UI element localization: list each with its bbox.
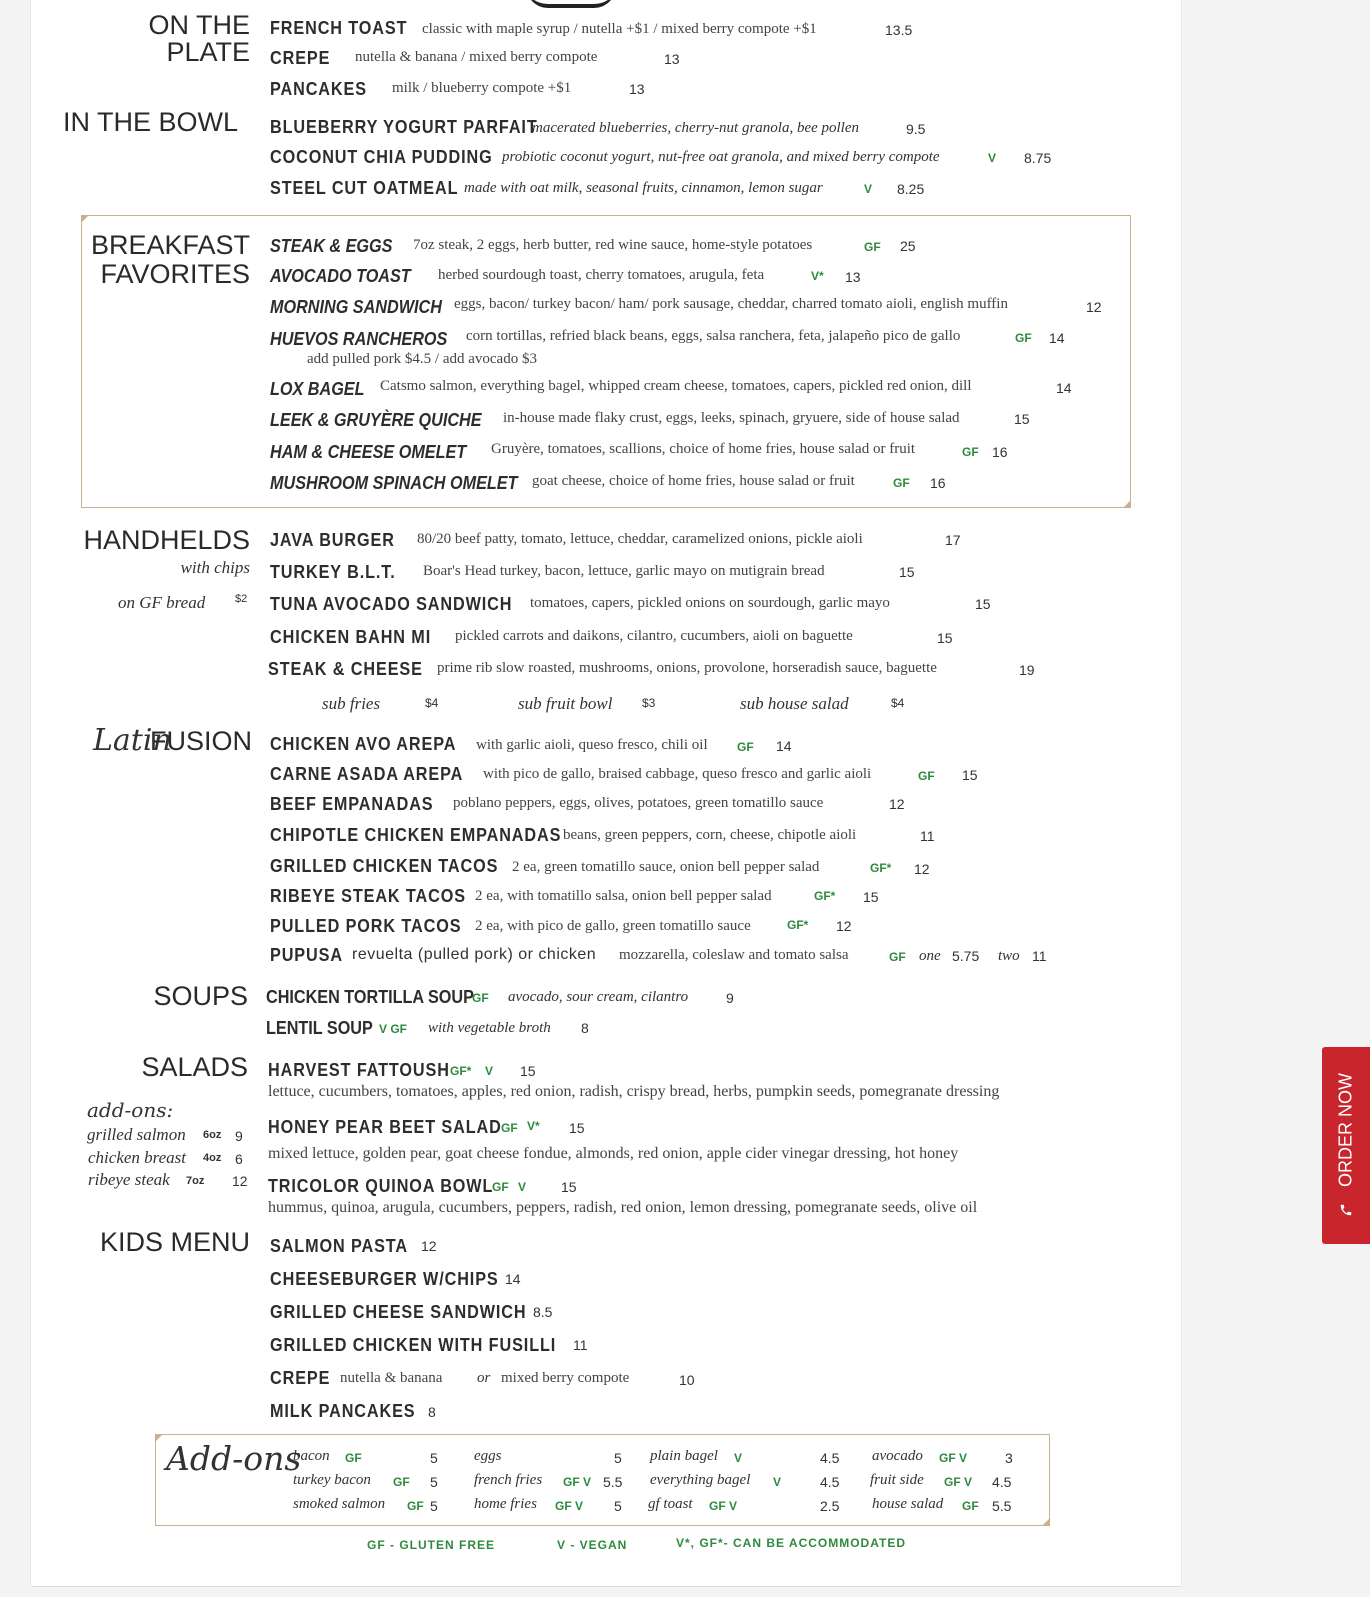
pupusa-two-price: 11 (1032, 948, 1047, 964)
section-soups: SOUPS (153, 981, 248, 1011)
addon-label: avocado (872, 1448, 923, 1464)
menu-item: CHEESEBURGER W/CHIPS (270, 1269, 499, 1289)
gf-tag: GF (492, 1180, 509, 1194)
item-desc: with vegetable broth (428, 1020, 551, 1036)
menu-item: BEEF EMPANADAS (270, 794, 434, 814)
addon-label: home fries (474, 1496, 537, 1512)
gf-tag: GF (893, 476, 910, 490)
salad-addon-label: grilled salmon (87, 1125, 186, 1144)
pupusa-variant: revuelta (pulled pork) or chicken (352, 946, 597, 963)
addon-tag: GF V (709, 1499, 738, 1513)
item-price: 14 (776, 738, 792, 754)
section-kids-menu: KIDS MENU (99, 1227, 250, 1257)
sub-option-price: $4 (425, 696, 439, 710)
item-price: 13 (845, 269, 861, 285)
item-price: 8.75 (1024, 150, 1052, 166)
item-price: 15 (561, 1179, 577, 1195)
gf-tag: GF* (450, 1064, 472, 1078)
gf-tag: GF (737, 740, 754, 754)
item-desc: made with oat milk, seasonal fruits, cinnamon, lemon sugar (464, 180, 823, 196)
item-desc: 80/20 beef patty, tomato, lettuce, cheddar, caramelized onions, pickle aioli (417, 531, 863, 547)
menu-item: MUSHROOM SPINACH OMELET (270, 473, 518, 493)
menu-item: JAVA BURGER (270, 530, 395, 550)
addon-tag: GF V (939, 1451, 968, 1465)
menu-item: HARVEST FATTOUSH (268, 1060, 450, 1080)
salad-addon-price: 9 (235, 1128, 243, 1144)
item-price: 19 (1019, 662, 1035, 678)
item-price: 14 (1056, 380, 1072, 396)
addon-tag: GF (962, 1499, 979, 1513)
item-desc: Catsmo salmon, everything bagel, whipped cream cheese, tomatoes, capers, pickled red onion, dill (380, 378, 972, 394)
addon-price: 4.5 (820, 1474, 840, 1490)
item-desc: herbed sourdough toast, cherry tomatoes, arugula, feta (438, 267, 765, 283)
item-price: 13 (629, 81, 645, 97)
addon-price: 5.5 (992, 1498, 1012, 1514)
gf-tag: GF (889, 950, 906, 964)
addon-label: turkey bacon (293, 1472, 371, 1488)
breakfast-favorites-box (81, 215, 1131, 508)
addon-price: 4.5 (992, 1474, 1012, 1490)
gf-tag: GF (1015, 331, 1032, 345)
item-price: 15 (1014, 411, 1030, 427)
vegan-tag: V (988, 151, 997, 165)
legend-vegan: V - VEGAN (557, 1538, 628, 1552)
item-price: 13 (664, 51, 680, 67)
item-price: 12 (836, 918, 852, 934)
item-price: 11 (920, 828, 935, 844)
menu-item: STEAK & EGGS (270, 236, 393, 256)
item-desc: nutella & banana / mixed berry compote (355, 49, 598, 65)
item-desc: tomatoes, capers, pickled onions on sourdough, garlic mayo (530, 595, 890, 611)
addon-label: everything bagel (650, 1472, 751, 1488)
item-desc: 2 ea, green tomatillo sauce, onion bell pepper salad (512, 859, 820, 875)
menu-item: CHIPOTLE CHICKEN EMPANADAS (270, 825, 562, 845)
menu-item: HAM & CHEESE OMELET (270, 442, 467, 462)
menu-item: TRICOLOR QUINOA BOWL (268, 1176, 494, 1196)
section-salads: SALADS (141, 1052, 248, 1082)
item-price: 15 (937, 630, 953, 646)
item-price: 9 (726, 990, 734, 1006)
item-desc: hummus, quinoa, arugula, cucumbers, peppers, radish, red onion, lemon dressing, pomegranate seeds, olive oil (268, 1199, 978, 1216)
addon-price: 3 (1005, 1450, 1013, 1466)
menu-item: MORNING SANDWICH (270, 297, 442, 317)
addon-price: 5 (430, 1498, 438, 1514)
logo-arc (526, 0, 616, 8)
item-desc: prime rib slow roasted, mushrooms, onions, provolone, horseradish sauce, baguette (437, 660, 937, 676)
gf-tag: GF (962, 445, 979, 459)
item-desc: in-house made flaky crust, eggs, leeks, spinach, gryuere, side of house salad (503, 410, 960, 426)
section-on-the-plate: ON THE PLATE (148, 10, 250, 67)
addon-price: 5 (614, 1498, 622, 1514)
item-price: 15 (962, 767, 978, 783)
vegan-tag: V (518, 1180, 527, 1194)
menu-item: HUEVOS RANCHEROS (270, 329, 448, 349)
menu-item: CREPE (270, 48, 331, 68)
addon-label: eggs (474, 1448, 502, 1464)
section-breakfast: BREAKFAST (90, 230, 250, 260)
item-price: 8 (581, 1020, 589, 1036)
item-price: 9.5 (906, 121, 926, 137)
item-desc: 7oz steak, 2 eggs, herb butter, red wine sauce, home-style potatoes (413, 237, 813, 253)
item-desc: beans, green peppers, corn, cheese, chipotle aioli (563, 827, 857, 843)
gf-tag: GF* (814, 889, 836, 903)
item-price: 25 (900, 238, 916, 254)
menu-item: LEEK & GRUYÈRE QUICHE (270, 410, 482, 430)
salad-addon-price: 6 (235, 1151, 243, 1167)
item-price: 12 (914, 861, 930, 877)
item-desc: Boar's Head turkey, bacon, lettuce, garlic mayo on mutigrain bread (423, 563, 825, 579)
item-price: 14 (1049, 330, 1065, 346)
menu-item: STEAK & CHEESE (268, 659, 423, 679)
menu-item: COCONUT CHIA PUDDING (270, 147, 493, 167)
menu-item: LENTIL SOUP (266, 1018, 373, 1038)
item-price: 8.5 (533, 1304, 553, 1320)
vegan-tag: V (485, 1064, 494, 1078)
item-desc: mozzarella, coleslaw and tomato salsa (619, 947, 849, 963)
menu-item: MILK PANCAKES (270, 1401, 416, 1421)
gf-tag: GF (501, 1121, 518, 1135)
section-favorites: FAVORITES (100, 259, 250, 289)
item-price: 13.5 (885, 22, 913, 38)
item-price: 12 (1086, 299, 1102, 315)
addon-label: smoked salmon (293, 1496, 386, 1512)
addon-price: 5.5 (603, 1474, 623, 1490)
section-handhelds: HANDHELDS (83, 525, 250, 555)
item-desc: nutella & banana (340, 1370, 443, 1386)
menu-item: GRILLED CHEESE SANDWICH (270, 1302, 527, 1322)
menu-item: BLUEBERRY YOGURT PARFAIT (270, 117, 538, 137)
item-desc: mixed berry compote (501, 1370, 630, 1386)
addon-label: house salad (872, 1496, 944, 1512)
huevos-addon: add pulled pork $4.5 / add avocado $3 (307, 351, 537, 367)
handhelds-with-chips: with chips (180, 558, 250, 577)
item-desc: milk / blueberry compote +$1 (392, 80, 572, 96)
item-desc: with garlic aioli, queso fresco, chili oil (476, 737, 708, 753)
addon-tag: V (734, 1451, 743, 1465)
item-desc: corn tortillas, refried black beans, eggs, salsa ranchera, feta, jalapeño pico de gallo (466, 328, 961, 344)
vegan-tag: V (864, 182, 873, 196)
addon-label: bacon (293, 1448, 330, 1464)
menu-item: PANCAKES (270, 79, 367, 99)
menu-item: TUNA AVOCADO SANDWICH (270, 594, 513, 614)
item-desc: pickled carrots and daikons, cilantro, cucumbers, aioli on baguette (455, 628, 853, 644)
gf-tag: GF* (787, 918, 809, 932)
addon-tag: V (773, 1475, 782, 1489)
pupusa-one-label: one (919, 948, 941, 964)
salad-addon-size: 4oz (203, 1152, 222, 1164)
menu-item: CREPE (270, 1368, 331, 1388)
item-price: 15 (899, 564, 915, 580)
item-price: 12 (421, 1238, 437, 1254)
addon-tag: GF (393, 1475, 410, 1489)
addon-label: plain bagel (650, 1448, 718, 1464)
item-price: 15 (520, 1063, 536, 1079)
menu-item: GRILLED CHICKEN TACOS (270, 856, 499, 876)
gf-tag: GF (472, 991, 489, 1005)
item-desc: mixed lettuce, golden pear, goat cheese fondue, almonds, red onion, apple cider vinegar dressing, hot honey (268, 1145, 959, 1162)
item-desc: eggs, bacon/ turkey bacon/ ham/ pork sausage, cheddar, charred tomato aioli, english muffin (454, 296, 1008, 312)
order-now-label: ORDER NOW (1335, 1072, 1356, 1187)
gf-tag: GF* (870, 861, 892, 875)
handhelds-gf-bread-price: $2 (235, 593, 248, 605)
pupusa-two-label: two (998, 948, 1020, 964)
addon-label: french fries (474, 1472, 543, 1488)
item-or: or (477, 1370, 491, 1386)
addon-label: fruit side (870, 1472, 924, 1488)
addon-tag: GF (345, 1451, 362, 1465)
salad-addon-size: 6oz (203, 1129, 222, 1141)
addon-price: 4.5 (820, 1450, 840, 1466)
sub-option-price: $3 (642, 696, 656, 710)
addon-label: gf toast (648, 1496, 693, 1512)
item-desc: classic with maple syrup / nutella +$1 / mixed berry compote +$1 (422, 21, 817, 37)
menu-item: RIBEYE STEAK TACOS (270, 886, 466, 906)
salad-addon-label: chicken breast (88, 1148, 187, 1167)
item-price: 11 (573, 1337, 588, 1353)
menu-item-pupusa: PUPUSA (270, 945, 343, 965)
gf-tag: GF (918, 769, 935, 783)
menu-item: LOX BAGEL (270, 379, 365, 399)
item-desc: 2 ea, with tomatillo salsa, onion bell pepper salad (475, 888, 772, 904)
item-desc: goat cheese, choice of home fries, house salad or fruit (532, 473, 855, 489)
item-price: 12 (889, 796, 905, 812)
addon-tag: GF V (563, 1475, 592, 1489)
salad-addons-title: add-ons: (87, 1098, 174, 1122)
addon-tag: GF (407, 1499, 424, 1513)
item-desc: Gruyère, tomatoes, scallions, choice of home fries, house salad or fruit (491, 441, 916, 457)
sub-option-label: sub fruit bowl (518, 694, 613, 713)
sub-option-label: sub house salad (740, 694, 849, 713)
salad-addon-label: ribeye steak (88, 1170, 170, 1189)
vegan-tag: V* (527, 1119, 540, 1133)
sub-option-price: $4 (891, 696, 905, 710)
item-price: 10 (679, 1372, 695, 1388)
vegan-tag: V* (811, 269, 824, 283)
menu-item: TURKEY B.L.T. (270, 562, 396, 582)
item-price: 16 (930, 475, 946, 491)
item-price: 16 (992, 444, 1008, 460)
item-price: 15 (975, 596, 991, 612)
item-desc: lettuce, cucumbers, tomatoes, apples, red onion, radish, crispy bread, herbs, pumpkin seeds, pomegranate dressing (268, 1083, 1000, 1100)
menu-item: SALMON PASTA (270, 1236, 408, 1256)
item-price: 15 (863, 889, 879, 905)
salad-addon-size: 7oz (186, 1175, 205, 1187)
order-now-button[interactable] (1322, 1047, 1370, 1244)
legend-accommodated: V*, GF*- CAN BE ACCOMMODATED (676, 1536, 906, 1550)
addon-tag: GF V (944, 1475, 973, 1489)
item-desc: 2 ea, with pico de gallo, green tomatillo sauce (475, 918, 751, 934)
addon-price: 5 (430, 1450, 438, 1466)
sub-option-label: sub fries (322, 694, 381, 713)
item-desc: probiotic coconut yogurt, nut-free oat granola, and mixed berry compote (502, 149, 940, 165)
menu-item: HONEY PEAR BEET SALAD (268, 1117, 502, 1137)
pupusa-one-price: 5.75 (952, 948, 980, 964)
menu-item: STEEL CUT OATMEAL (270, 178, 459, 198)
menu-item: FRENCH TOAST (270, 18, 408, 38)
menu-item: AVOCADO TOAST (270, 266, 411, 286)
vegan-gf-tag: V GF (379, 1022, 408, 1036)
item-price: 14 (505, 1271, 521, 1287)
add-ons-title: Add-ons (166, 1439, 302, 1478)
menu-item: GRILLED CHICKEN WITH FUSILLI (270, 1335, 557, 1355)
section-latin-script: Latin (93, 723, 172, 758)
section-in-the-bowl: IN THE BOWL (62, 107, 238, 137)
salad-addon-price: 12 (232, 1173, 248, 1189)
item-desc: with pico de gallo, braised cabbage, queso fresco and garlic aioli (483, 766, 872, 782)
item-desc: avocado, sour cream, cilantro (508, 989, 689, 1005)
menu-item: CARNE ASADA AREPA (270, 764, 464, 784)
menu-item: PULLED PORK TACOS (270, 916, 462, 936)
addon-tag: GF V (555, 1499, 584, 1513)
addon-price: 2.5 (820, 1498, 840, 1514)
item-price: 8 (428, 1404, 436, 1420)
handhelds-gf-bread: on GF bread (118, 593, 206, 612)
item-price: 15 (569, 1120, 585, 1136)
item-desc: macerated blueberries, cherry-nut granola, bee pollen (532, 120, 860, 136)
menu-item: CHICKEN BAHN MI (270, 627, 432, 647)
item-desc: poblano peppers, eggs, olives, potatoes, green tomatillo sauce (453, 795, 824, 811)
menu-item: CHICKEN AVO AREPA (270, 734, 457, 754)
legend-gluten-free: GF - GLUTEN FREE (367, 1538, 495, 1552)
addon-price: 5 (614, 1450, 622, 1466)
menu-item: CHICKEN TORTILLA SOUP (266, 987, 474, 1007)
item-price: 17 (945, 532, 961, 548)
item-price: 8.25 (897, 181, 925, 197)
section-fusion: FUSION (150, 726, 253, 756)
addon-price: 5 (430, 1474, 438, 1490)
phone-icon (1339, 1203, 1353, 1222)
gf-tag: GF (864, 240, 881, 254)
